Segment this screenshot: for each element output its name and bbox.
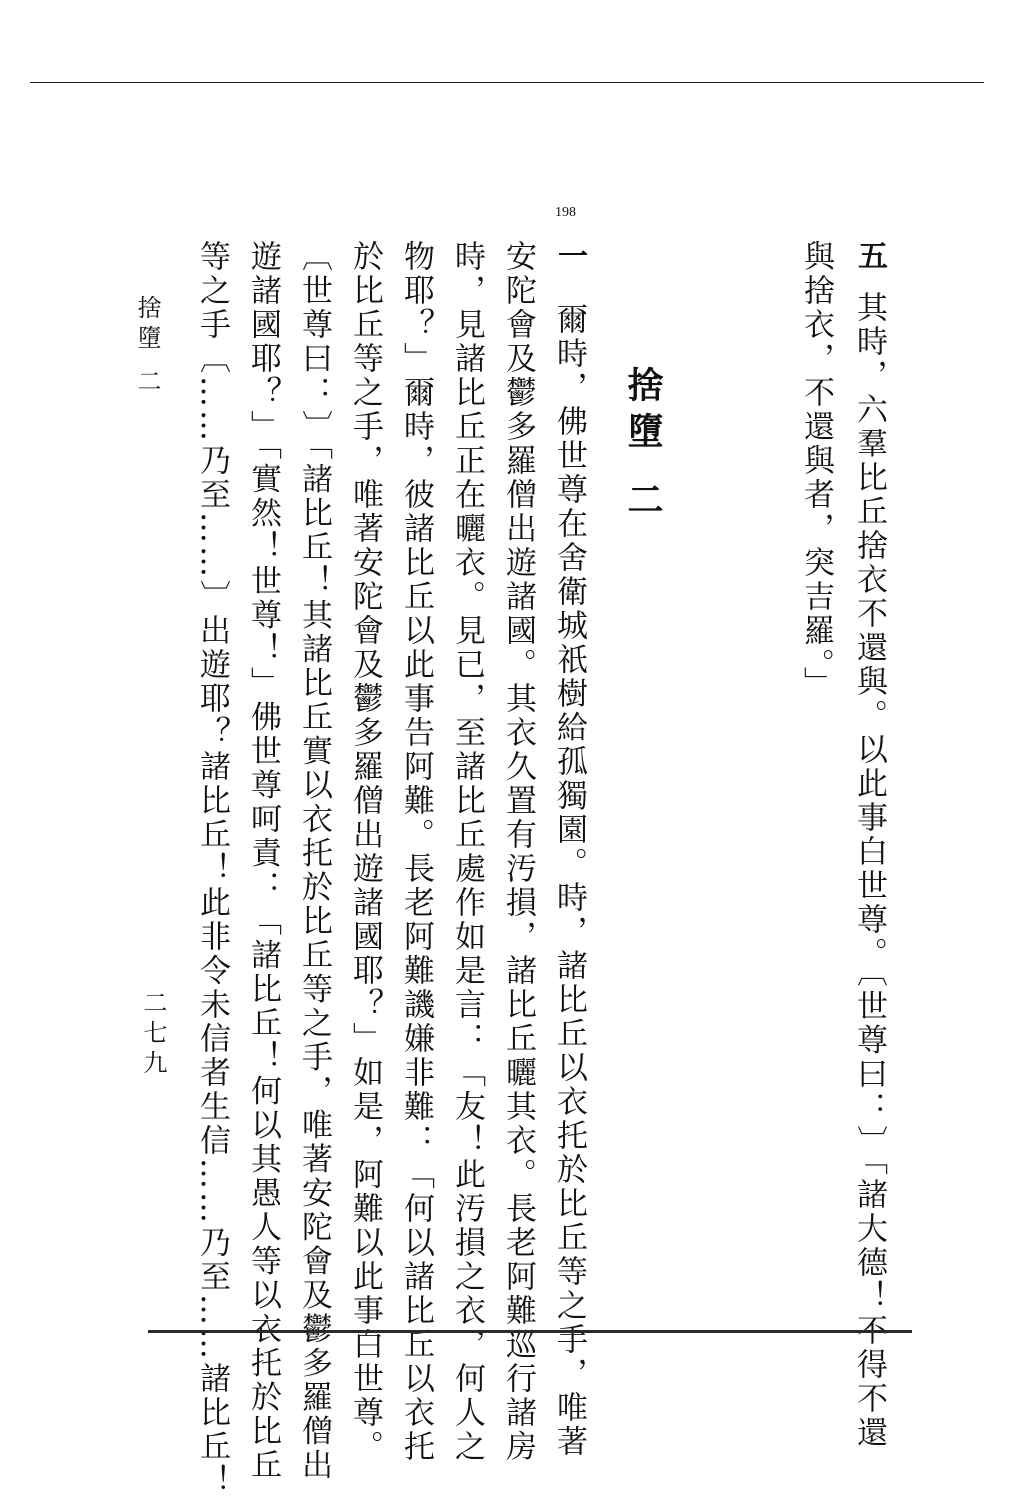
prev-line-1-text: 其時，六羣比丘捨衣不還與。以此事白世尊。〔世尊曰：〕「諸大德！不得不還: [851, 291, 887, 1450]
section-title: 捨墮 二: [622, 366, 664, 527]
footer-running-title: 捨墮 二: [133, 295, 161, 399]
prev-section-line-2: 與捨衣，不還與者，突吉羅。」: [798, 240, 834, 701]
prev-section-number: 五: [852, 240, 887, 273]
section-line-2: 安陀會及鬱多羅僧出遊諸國。其衣久置有汚損，諸比丘曬其衣。長老阿難巡行諸房: [500, 240, 536, 1464]
section-line-3: 時，見諸比丘正在曬衣。見已，至諸比丘處作如是言：「友！此汚損之衣，何人之: [449, 240, 485, 1464]
section-line-1: [551, 240, 587, 1459]
line-1-text: 爾時，佛世尊在舍衛城祇樹給孤獨園。時，諸比丘以衣托於比丘等之手，唯著: [551, 303, 587, 1459]
section-number: 一: [552, 240, 587, 273]
top-rule: [30, 82, 984, 83]
section-line-7: 遊諸國耶？」「實然！世尊！」佛世尊呵責：「諸比丘！何以其愚人等以衣托於比丘: [245, 240, 281, 1483]
page-number: 198: [555, 205, 576, 220]
section-line-6: 〔世尊曰：〕「諸比丘！其諸比丘實以衣托於比丘等之手，唯著安陀會及鬱多羅僧出: [296, 240, 332, 1483]
section-line-4: 物耶？」爾時，彼諸比丘以此事告阿難。長老阿難譏嫌非難：「何以諸比丘以衣托: [398, 240, 434, 1464]
prev-section-line-1: [851, 240, 887, 1450]
section-line-8: 等之手〔……乃至……〕出遊耶？諸比丘！此非令未信者生信……乃至……諸比丘！: [194, 240, 230, 1498]
footer-page-number: 二七九: [139, 990, 167, 1080]
section-line-5: 於比丘等之手，唯著安陀會及鬱多羅僧出遊諸國耶？」如是，阿難以此事白世尊。: [347, 240, 383, 1464]
bottom-rule: [148, 1330, 912, 1333]
